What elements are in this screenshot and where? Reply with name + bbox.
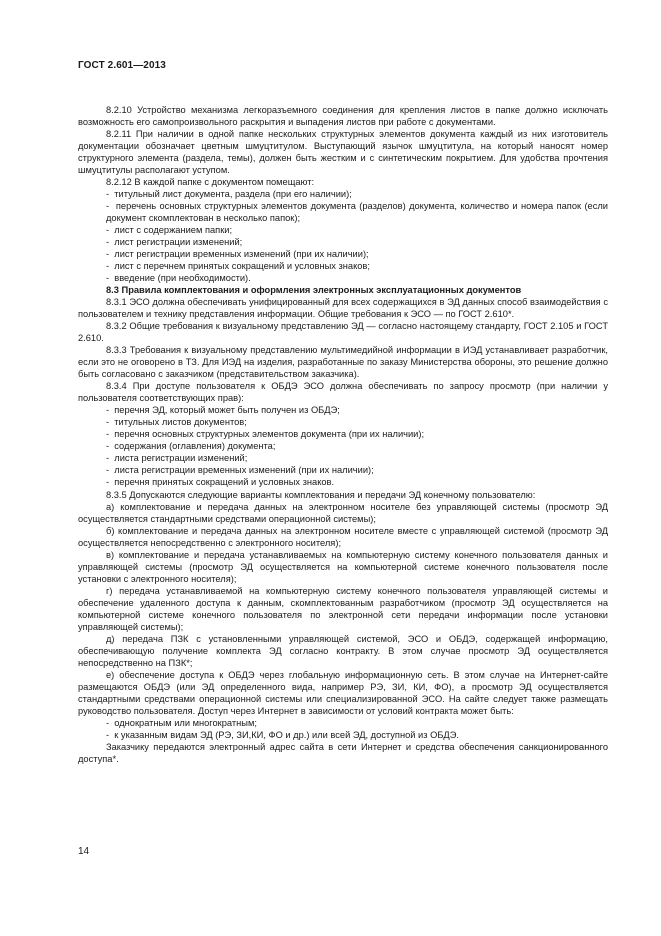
paragraph-8-3-4: 8.3.4 При доступе пользователя к ОБДЭ ЭСО должна обеспечивать по запросу просмотр (при наличии у пользователя соответствующих прав):	[78, 381, 608, 404]
paragraph-8-2-12: 8.2.12 В каждой папке с документом помещают:	[106, 177, 315, 188]
document-header: ГОСТ 2.601—2013	[78, 60, 166, 71]
list-item: - лист регистрации изменений;	[78, 236, 608, 248]
list-item: - лист регистрации временных изменений (при их наличии);	[78, 248, 608, 260]
paragraph-8-3-3: 8.3.3 Требования к визуальному представлению мультимедийной информации в ИЭД устанавливает разработчик, если это не оговорено в ТЗ. Для ИЭД на изделия, разработанные по заказу Министерства обороны, это решение должно быть согласовано с заказчиком (представительством заказчика).	[78, 345, 608, 380]
list-item: - перечня ЭД, который может быть получен из ОБДЭ;	[78, 404, 608, 416]
list-item: - лист с перечнем принятых сокращений и условных знаков;	[78, 260, 608, 272]
document-body	[78, 104, 608, 765]
list-item: - лист с содержанием папки;	[78, 224, 608, 236]
list-item: - листа регистрации временных изменений (при их наличии);	[78, 464, 608, 476]
list-item: - к указанным видам ЭД (РЭ, ЗИ,КИ, ФО и др.) или всей ЭД, доступной из ОБДЭ.	[78, 729, 608, 741]
list-item: - перечень основных структурных элементов документа (разделов) документа, количество и номера папок (если документ скомплектован в несколько папок);	[78, 200, 608, 224]
paragraph-8-2-10: 8.2.10 Устройство механизма легкоразъемного соединения для крепления листов в папке должно исключать возможность его самопроизвольного раскрытия и выпадения листов при работе с документами.	[78, 105, 608, 128]
paragraph-variant-v: в) комплектование и передача устанавливаемых на компьютерную систему конечного пользователя данных и управляющей системы (просмотр ЭД осуществляется на компьютерной системе конечного пользователя после установки с электронного носителя);	[78, 549, 608, 584]
list-item: - титульных листов документов;	[78, 416, 608, 428]
paragraph-closing: Заказчику передаются электронный адрес сайта в сети Интернет и средства обеспечения санкционированного доступа*.	[78, 741, 608, 764]
paragraph-variant-b: б) комплектование и передача данных на электронном носителе вместе с управляющей системой (просмотр ЭД осуществляется непосредственно с электронного носителя);	[78, 525, 608, 548]
paragraph-8-3-2: 8.3.2 Общие требования к визуальному представлению ЭД — согласно настоящему стандарту, ГОСТ 2.105 и ГОСТ 2.610.	[78, 321, 608, 344]
paragraph-variant-a: а) комплектование и передача данных на электронном носителе без управляющей системы (просмотр ЭД осуществляется стандартными средствами операционной системы);	[78, 501, 608, 524]
paragraph-variant-g: г) передача устанавливаемой на компьютерную систему конечного пользователя управляющей системы и обеспечение удаленного доступа к данным, скомплектованным разработчиком (просмотр ЭД осуществляется на компьютерной системе конечного пользователя по электронной сети передачи информации после установки управляющей системы);	[78, 585, 608, 632]
paragraph-variant-e: е) обеспечение доступа к ОБДЭ через глобальную информационную сеть. В этом случае на Интернет-сайте размещаются ОБДЭ (или ЭД определенного вида, например РЭ, ЗИ, КИ, ФО), а просмотр ЭД осуществляется стандартными средствами операционной системы или специализированной ЭСО. На сайте следует также размещать руководство пользователя. Доступ через Интернет в зависимости от условий контракта может быть:	[78, 669, 608, 716]
list-item: - введение (при необходимости).	[78, 272, 608, 284]
paragraph-8-3-5: 8.3.5 Допускаются следующие варианты комплектования и передачи ЭД конечному пользователю:	[106, 489, 536, 500]
list-item: - однократным или многократным;	[78, 717, 608, 729]
paragraph-variant-d: д) передача ПЗК с установленными управляющей системой, ЭСО и ОБДЭ, содержащей информацию, обеспечивающую получение комплекта ЭД согласно контракту. В этом случае просмотр ЭД осуществляется непосредственно на ПЗК*;	[78, 633, 608, 668]
list-item: - содержания (оглавления) документа;	[78, 440, 608, 452]
page-number: 14	[78, 846, 90, 857]
paragraph-8-3-1: 8.3.1 ЭСО должна обеспечивать унифицированный для всех содержащихся в ЭД данных способ взаимодействия с пользователем и технику представления информации. Общие требования к ЭСО — по ГОСТ 2.610*.	[78, 297, 608, 320]
list-item: - перечня принятых сокращений и условных знаков.	[78, 476, 608, 488]
section-heading-8-3: 8.3 Правила комплектования и оформления электронных эксплуатационных документов	[106, 285, 522, 296]
list-item: - перечня основных структурных элементов документа (при их наличии);	[78, 428, 608, 440]
list-item: - листа регистрации изменений;	[78, 452, 608, 464]
list-item: - титульный лист документа, раздела (при его наличии);	[78, 188, 608, 200]
paragraph-8-2-11: 8.2.11 При наличии в одной папке нескольких структурных элементов документа каждый из них изготовитель документации обозначает цветным шмуцтитулом. Выступающий язычок шмуцтитула, на который наносят номер структурного элемента (раздела, темы), должен быть жестким и с синтетическим покрытием. Для удобства прочтения шмуцтитулы располагают уступом.	[78, 129, 608, 176]
